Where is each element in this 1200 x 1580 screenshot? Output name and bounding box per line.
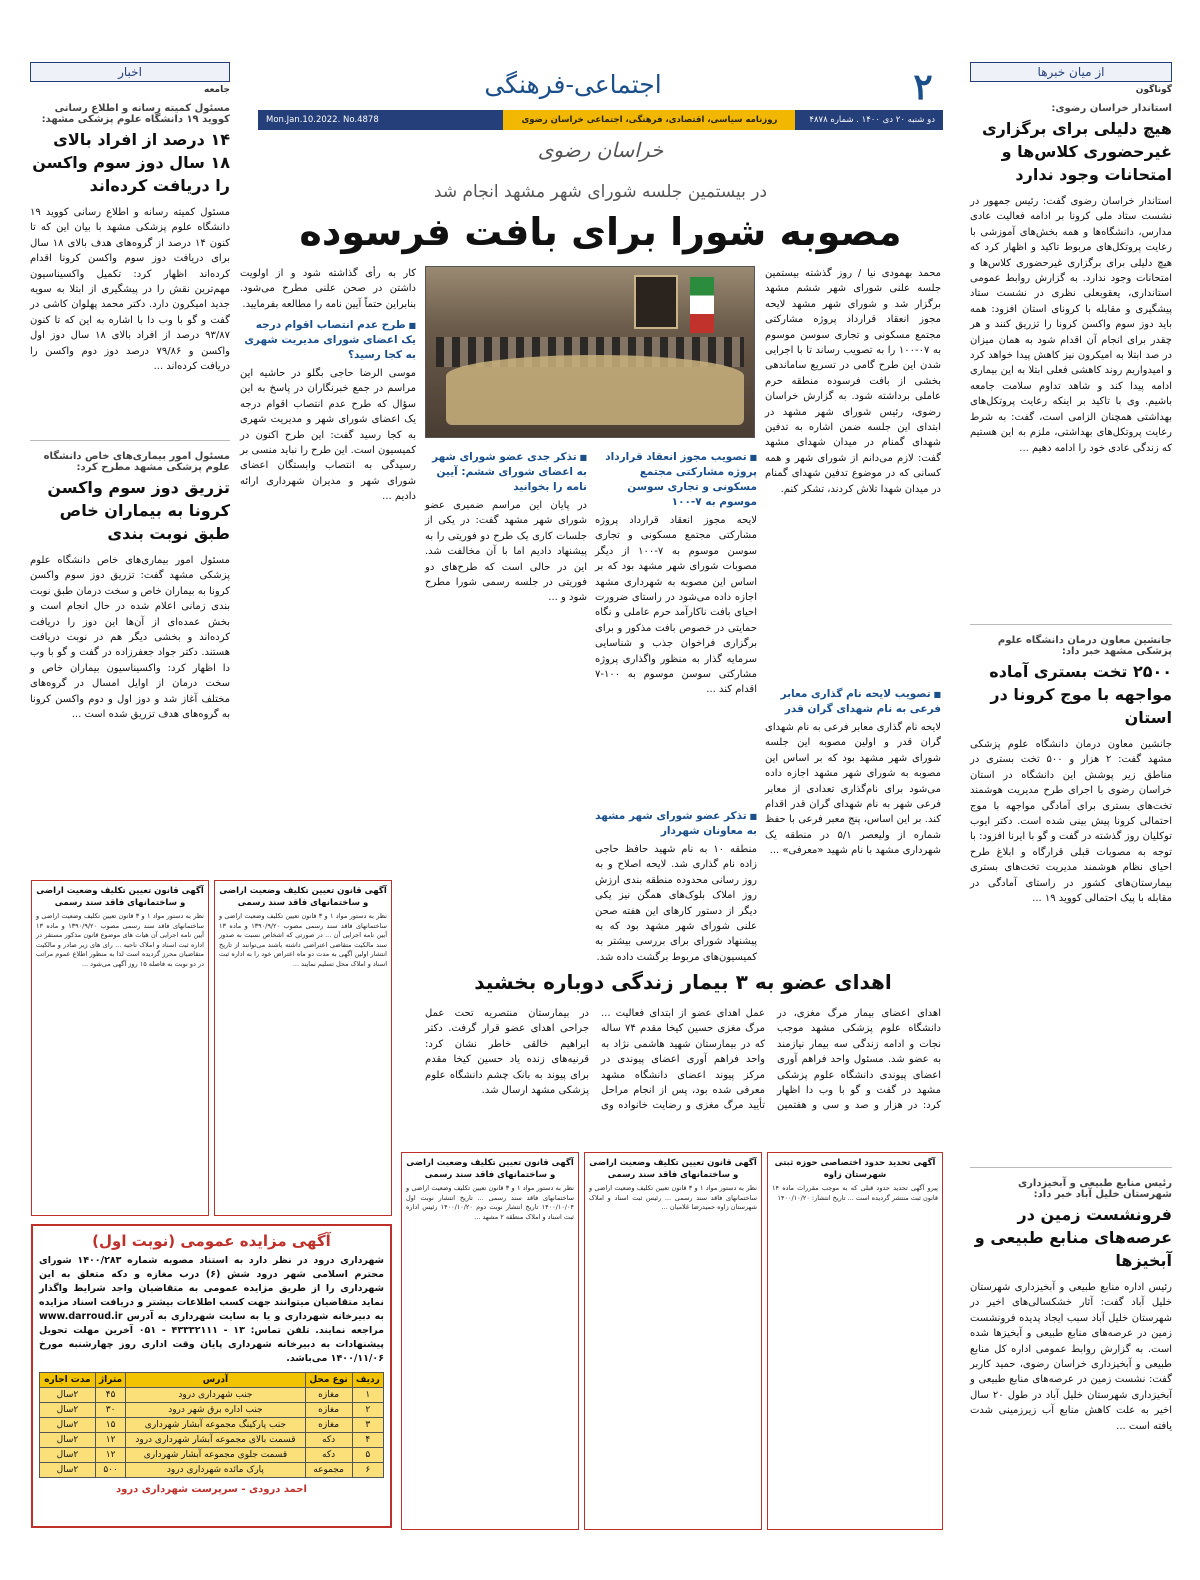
story-kicker: جانشین معاون درمان دانشگاه علوم پزشکی مشهد خبر داد: [997,635,1172,657]
story-body: مسئول کمیته رسانه و اطلاع رسانی کووید ۱۹ دانشگاه علوم پزشکی مشهد با بیان این که تا کنون ۱۴ درصد از گروه‌های هدف بالای ۱۸ سال برای دریافت دوز سوم واکسن کرونا اقدام کرده‌اند اظهار کرد: تکمیل واکسیناسیون مهم‌ترین نقش را در پیشگیری از ابتلا به سویه جدید امیکرون دارد. دکتر محمد پهلوان کاشی در گفت و گو با وب دا با اشاره به این که تا کنون ۹۳/۸۷ درصد از افراد بالای ۱۸ سال دوز اول واکسن و ۷۹/۸۶ درصد دوز دوم واکسن را دریافت کرده‌اند ... [30,207,231,373]
ad-body: نظر به دستور مواد ۱ و ۳ قانون تعیین تکلیف وضعیت اراضی و ساختمانهای فاقد سند رسمی مصوب ۱۳۹۰/۹/۲۰ و ماده ۱۳ آیین نامه اجرایی آن هیات های موضوع قانون مذکور مستقر در اداره ثبت اسناد و املاک ناحیه ... رای های زیر صادر و مالکیت متقاضیان محرز گردیده است لذا به منظور اطلاع عموم مراتب در دو نوبت به فاصله ۱۵ روز آگهی می‌شود ... [36,912,204,968]
story-body: جانشین معاون درمان دانشگاه علوم پزشکی مشهد گفت: ۲ هزار و ۵۰۰ تخت بستری در مناطق زیر پوشش این دانشگاه در استان خراسان رضوی با اجرای طرح مدیریت هوشمند تخت‌های بستری برای آمادگی مواجهه با موج احتمالی کرونا پیش بینی شده است. دکتر ایوب توکلیان روز گذشته در گفت و گو با ایرنا افزود: با توجه به مصوبات قبلی قرارگاه و ابلاغ طرح احیای نظام هوشمند مدیریت تخت‌های بستری بیمارستان‌های کشور در راستای آمادگی در مقابله با پیک احتمالی کووید ۱۹ ... [970,739,1172,905]
table-cell: ۱۲ [95,1433,126,1448]
ad-body: پیرو آگهی تحدید حدود قبلی که به موجب مقررات ماده ۱۴ قانون ثبت منتشر گردیده است ... تاریخ انتشار: ۱۴۰۰/۱۰/۲۰ [772,1184,938,1202]
story-kicker: مسئول امور بیماری‌های خاص دانشگاه علوم پزشکی مشهد مطرح کرد: [43,451,230,473]
table-row [40,1388,384,1403]
ad-title: آگهی تحدید حدود اختصاصی حوزه ثبتی شهرستان زاوه [774,1158,936,1180]
main-story-col-1 [765,266,941,956]
table-cell: ۲ [352,1403,383,1418]
divider [970,1167,1172,1168]
story-body: استاندار خراسان رضوی گفت: رئیس جمهور در نشست ستاد ملی کرونا بر ادامه فعالیت عادی مدارس، دانشگاه‌ها و همه بخش‌های آموزشی با رعایت پروتکل‌های مربوط تاکید و اظهار کرد که هیچ دلیلی برای برگزاری غیرحضوری کلاس‌ها و امتحانات وجود ندارد. به گزارش روابط عمومی استانداری، یعقوبعلی نظری در نشست ستاد پیشگیری و مقابله با کرونای استان افزود: همه باید دوز سوم واکسن کرونا را تزریق کنند و هر چقدر برای انجام آن اقدام شود به همان میزان در صد ابتلا به امیکرون نیز کاهش پیدا خواهد کرد و امیدواریم روند کاهشی فعلی ابتلا به این بیماری ادامه پیدا کند و شاهد تداوم سلامت جامعه باشیم. وی با تاکید بر اینکه رعایت پروتکل‌های بهداشتی همچنان الزامی است، گفت: به شرط رعایت پروتکل‌های بهداشتی، ملزم به این هستیم که زندگی عادی خود را ادامه دهیم ... [970,196,1172,454]
table-cell: ۵۰۰ [95,1463,126,1478]
meeting-table [446,355,744,425]
story-headline: فرونشست زمین در عرصه‌های منابع طبیعی و آبخیزها [974,1205,1172,1270]
ad-title: آگهی قانون تعیین تکلیف وضعیت اراضی و ساختمانهای فاقد سند رسمی [589,1158,757,1180]
newspaper-logo: خراسان رضوی [537,138,664,162]
story-body: کار به رأی گذاشته شود و از اولویت داشتن در صحن علنی مطرح می‌شود. بنابراین حتماً آیین نامه را مطالعه بفرمایید. [240,268,416,310]
table-cell: ۱ [352,1388,383,1403]
story-kicker: استاندار خراسان رضوی: [1051,103,1172,114]
ad-body: نظر به دستور مواد ۱ و ۳ قانون تعیین تکلیف وضعیت اراضی و ساختمانهای فاقد سند رسمی ... تاریخ انتشار نوبت اول ۱۴۰۰/۱۰/۰۴ تاریخ انتشار نوبت دوم ۱۴۰۰/۱۰/۲۰ رئیس اداره ثبت اسناد و املاک منطقه ۲ مشهد ... [406,1184,574,1221]
right-column [970,62,1172,1532]
table-cell: ۲سال [40,1433,96,1448]
table-row [40,1433,384,1448]
ad-title: آگهی قانون تعیین تکلیف وضعیت اراضی و ساختمانهای فاقد سند رسمی [36,886,204,908]
left-sub-label: جامعه [204,85,230,95]
table-cell: مجموعه [305,1463,352,1478]
main-story-col-4 [240,266,416,876]
table-cell: ۴ [352,1433,383,1448]
table-cell: ۳ [352,1418,383,1433]
table-cell: ۲سال [40,1418,96,1433]
auction-table [39,1372,384,1478]
table-cell: مغازه [305,1388,352,1403]
story-body: لایحه مجوز انعقاد قرارداد پروژه مشارکتی مجتمع مسکونی و تجاری سوسن موسوم به ۷-۱۰۰ از دیگر مصوبات شورای شهر مشهد بود که بر اساس این مصوبه به شهرداری مشهد اجازه داده می‌شود در راستای ضرورت احیای بافت ناکارآمد حرم عاملی و نگاه حمایتی در خصوص بافت مذکور و برای برگزاری فراخوان جذب و شناسایی سرمایه گذار به منظور واگذاری پروژه مشارکتی سوسن موسوم به ۱۰۰-۷ اقدام کند ... [595,515,757,696]
table-header: مدت اجاره [40,1373,96,1388]
table-row [40,1448,384,1463]
main-story-col-3 [425,444,587,956]
table-cell: پارک مائده شهرداری درود [126,1463,305,1478]
english-date: Mon.Jan.10.2022. No.4878 [266,115,379,125]
story-body: منطقه ۱۰ به نام شهید حافظ حاجی زاده نام گذاری شد. لایحه اصلاح و به روز رسانی محدوده منطقه بندی ارزش روز املاک بلوک‌های همگن نیز یکی دیگر از دستور کارهای این هفته صحن علنی شورای شهر مشهد بود که به پیشنهاد شورای برای بررسی بیشتر به کمیسیون‌های مربوط برگشت داده شد. [595,844,757,963]
ad-body: نظر به دستور مواد ۱ و ۳ قانون تعیین تکلیف وضعیت اراضی و ساختمانهای فاقد سند رسمی ... رئیس ثبت اسناد و املاک شهرستان زاوه حمیدرضا غلامیان ... [589,1184,757,1211]
auction-ad [31,1224,392,1528]
table-cell: جنب شهرداری درود [126,1388,305,1403]
table-cell: قسمت جلوی مجموعه آبشار شهرداری [126,1448,305,1463]
masthead-bar [258,110,943,130]
story-subhead: ■ تذکر عضو شورای شهر مشهد به معاونان شهردار [595,809,757,839]
table-cell: جنب اداره برق شهر درود [126,1403,305,1418]
table-cell: ۱۲ [95,1448,126,1463]
legal-ad [584,1152,762,1530]
table-header: ردیف [352,1373,383,1388]
table-cell: ۲سال [40,1448,96,1463]
table-cell: مغازه [305,1418,352,1433]
story-kicker: مسئول کمیته رسانه و اطلاع رسانی کووید ۱۹ دانشگاه علوم پزشکی مشهد: [41,103,230,125]
story-body: موسی الرضا حاجی بگلو در حاشیه این مراسم در جمع خبرنگاران در پاسخ به این سؤال که طرح عدم انتصاب اقوام درجه یک اعضای شورای شهر و مدیریت شهری به کجا رسید گفت: این طرح اکنون در کمیسیون است. این طرح را نباید منسی بر رسیدگی به انتصاب وابستگان اعضای شورای شهر و مدیران شهرداری ارائه دادیم ... [240,368,416,503]
council-meeting-photo [425,266,755,438]
table-row [40,1418,384,1433]
table-cell: ۲سال [40,1463,96,1478]
legal-ad [767,1152,943,1530]
table-cell: ۴۵ [95,1388,126,1403]
left-section-label: اخبار [30,62,230,82]
ad-title: آگهی قانون تعیین تکلیف وضعیت اراضی و ساختمانهای فاقد سند رسمی [219,886,387,908]
section-title: اجتماعی-فرهنگی [484,70,662,99]
organ-donation-body [425,1006,941,1142]
ad-title: آگهی قانون تعیین تکلیف وضعیت اراضی و ساختمانهای فاقد سند رسمی [406,1158,574,1180]
table-cell: جنب پارکینگ مجموعه آبشار شهرداری [126,1418,305,1433]
story-body: اهدای اعضای بیمار مرگ مغزی، در دانشگاه علوم پزشکی مشهد موجب نجات و ادامه زندگی سه بیمار نیازمند به عضو شد. مسئول واحد فراهم آوری اعضای پیوندی دانشگاه علوم پزشکی مشهد در گفت و گو با وب دا اظهار کرد: در هزار و صد و سی و هفتمین عمل اهدای عضو از ابتدای فعالیت ... مرگ مغزی حسین کیخا مقدم ۷۴ ساله که در بیمارستان شهید هاشمی نژاد به واحد فراهم آوری اعضای پیوندی در مرکز پیوند اعضای دانشگاه مشهد معرفی شده بود، پس از انجام مراحل تأیید مرگ مغزی و رضایت خانواده وی در بیمارستان منتصریه تحت عمل جراحی اهدای عضو قرار گرفت. دکتر ابراهیم خالقی خاطر نشان کرد: قرنیه‌های زنده یاد حسین کیخا مقدم برای پیوند به بانک چشم دانشگاه علوم پزشکی مشهد ارسال شد. [425,1008,941,1112]
story-headline: ۲۵۰۰ تخت بستری آماده مواجهه با موج کرونا در استان [989,662,1172,727]
table-cell: مغازه [305,1403,352,1418]
right-sub-label: گوناگون [1135,85,1172,95]
story-subhead: ■ تصویب مجوز انعقاد قرارداد پروژه مشارکتی مجتمع مسکونی و تجاری سوسن موسوم به ۷-۱۰۰ [595,450,757,510]
table-cell: ۲سال [40,1403,96,1418]
divider [30,440,230,441]
main-story-col-2 [595,444,757,963]
legal-ad [31,880,209,1216]
story-body: رئیس اداره منابع طبیعی و آبخیزداری شهرستان خلیل آباد گفت: آثار خشکسالی‌های اخیر در شهرستان خلیل آباد سبب ایجاد پدیده فرونشست زمین در عرصه‌های منابع طبیعی و آبخیزها شده است. به گزارش روابط عمومی اداره کل منابع طبیعی و آبخیزداری خراسان رضوی، حمید کاربر گفت: نشست زمین در عرصه‌های منابع طبیعی و آبخیزداری شهرستان خلیل آباد در طول ۲۰ سال اخیر به علت کاهش منابع آب زیرزمینی شدت یافته است ... [970,1282,1173,1432]
table-header: متراژ [95,1373,126,1388]
ad-body: نظر به دستور مواد ۱ و ۳ قانون تعیین تکلیف وضعیت اراضی و ساختمانهای فاقد سند رسمی مصوب ۱۳۹۰/۹/۲۰ و ماده ۱۳ آیین نامه اجرایی آن ... در صورتی که اشخاص نسبت به صدور سند مالکیت متقاضی اعتراضی داشته باشند می‌توانند از تاریخ انتشار اولین آگهی به مدت دو ماه اعتراض خود را به اداره ثبت اسناد و املاک محل تسلیم نمایند ... [219,912,387,968]
table-cell: ۱۵ [95,1418,126,1433]
table-cell: قسمت بالای مجموعه آبشار شهرداری درود [126,1433,305,1448]
left-column [30,62,230,872]
table-row [40,1403,384,1418]
table-cell: ۲سال [40,1388,96,1403]
table-cell: ۶ [352,1463,383,1478]
table-cell: ۵ [352,1448,383,1463]
auction-body: شهرداری درود در نظر دارد به استناد مصوبه شماره ۱۴۰۰/۲۸۳ شورای محترم اسلامی شهر درود شش (۶) درب مغازه و دکه متعلق به این شهرداری را از طریق مزایده عمومی به متقاضیان واجد شرایط واگذار نماید متقاضیان میتوانند جهت کسب اطلاعات بیشتر و دریافت اسناد مزایده به دبیرخانه شهرداری و یا به سایت شهرداری به آدرس www.darroud.ir مراجعه نمایند. تلفن تماس: ۱۳ - ۴۳۳۳۲۱۱۱ - ۰۵۱ آخرین مهلت تحویل پیشنهادات به دبیرخانه شهرداری پایان وقت اداری روز چهارشنبه مورخ ۱۴۰۰/۱۱/۰۶ می‌باشد. [39,1255,384,1364]
story-headline: ۱۴ درصد از افراد بالای ۱۸ سال دوز سوم واکسن را دریافت کرده‌اند [32,130,230,195]
story-subhead: ■ طرح عدم انتصاب اقوام درجه یک اعضای شورای مدیریت شهری به کجا رسید؟ [240,318,416,363]
story-headline: هیچ دلیلی برای برگزاری غیرحضوری کلاس‌ها و امتحانات وجود ندارد [981,119,1172,184]
legal-ad [214,880,392,1216]
super-headline: در بیستمین جلسه شورای شهر مشهد انجام شد [433,182,768,202]
main-headline: مصوبه شورا برای بافت فرسوده [299,210,902,254]
story-kicker: رئیس منابع طبیعی و آبخیزداری شهرستان خلیل آباد خبر داد: [1017,1178,1172,1200]
organ-donation-headline: اهدای عضو به ۳ بیمار زندگی دوباره بخشید [474,970,892,994]
flag [690,277,714,333]
right-section-label: از میان خبرها [970,62,1172,82]
auction-title: آگهی مزایده عمومی (نوبت اول) [92,1232,331,1250]
table-header: نوع محل [305,1373,352,1388]
page-number: ۲ [913,66,933,108]
masthead [258,60,943,180]
story-body: محمد بهمودی نیا / روز گذشته بیستمین جلسه علنی شورای شهر ششم مشهد برگزار شد و شورای شهر مشهد لایحه مجوز انعقاد قرارداد پروژه مشارکتی مجتمع مسکونی و تجاری سوسن موسوم به ۰۷-۱۰۰ را به تصویب رساند تا با اجرایی شدن این طرح گامی در تسریع ساماندهی بخشی از بافت فرسوده منطقه حرم عاملی برداشته شود. به گزارش خراسان رضوی، رئیس شورای شهر مشهد در ابتدای این جلسه ضمن اشاره به تدفین شهدای گمنام در میدان شهدای مشهد گفت: لازم می‌دانم از شورای شهر و همه کسانی که در موضوع تدفین شهدای گمنام در میدان شهدا تلاش کردند، تشکر کنم. [765,268,941,495]
story-subhead: ■ تذکر جدی عضو شورای شهر به اعضای شورای ششم: آیین نامه را بخوانید [425,450,587,495]
table-cell: دکه [305,1433,352,1448]
portrait-frame [634,275,678,329]
issue-date: دو شنبه ۲۰ دی ۱۴۰۰ . شماره ۴۸۷۸ [809,115,935,125]
story-subhead: ■ تصویب لایحه نام گذاری معابر فرعی به نام شهدای گران قدر [765,687,941,717]
legal-ad [401,1152,579,1530]
story-body: مسئول امور بیماری‌های خاص دانشگاه علوم پزشکی مشهد گفت: تزریق دوز سوم واکسن کرونا به بیماران خاص و سخت درمان طبق نوبت بندی زمانی اعلام شده در حال انجام است و بخش عمده‌ای از آن‌ها این دوز را دریافت کرده‌اند و بخشی دیگر هم در نوبت دریافت هستند. دکتر جواد جعفرزاده در گفت و گو با وب دا اظهار کرد: واکسیناسیون بیماران خاص و سخت درمان از اوایل امسال در گروه‌های مختلف آغاز شد و دوز اول و دوم واکسن کرونا به گروه‌های هدف تزریق شده است ... [30,555,230,721]
table-cell: دکه [305,1448,352,1463]
story-body: در پایان این مراسم ضمیری عضو شورای شهر مشهد گفت: در یکی از جلسات کاری یک طرح دو فوریتی را به پیشنهاد دادیم اما با آن مخالفت شد. این در حالی است که طرح‌های دو فوریتی در جلسه رسمی شورا مطرح شود و ... [425,500,587,604]
table-header: آدرس [126,1373,305,1388]
story-headline: تزریق دوز سوم واکسن کرونا به بیماران خاص طبق نوبت بندی [47,478,230,543]
auction-signature: احمد درودی - سرپرست شهرداری درود [116,1484,307,1495]
story-body: لایحه نام گذاری معابر فرعی به نام شهدای گران قدر و اولین مصوبه این جلسه شورای شهر مشهد بود که بر اساس این مصوبه به شورای شهر مشهد اجازه داده می‌شود برای نام‌گذاری تعدادی از معابر فرعی شهر به نام شهدای گران قدر اقدام کند. بر این اساس، پنج معبر فرعی با حفظ شماره از ولیعصر ۵/۱ در منطقه یک شهرداری مشهد با نام شهید «معرفی» ... [765,722,941,857]
divider [970,624,1172,625]
tagline: روزنامه سیاسی، اقتصادی، فرهنگی، اجتماعی خراسان رضوی [503,110,795,130]
table-row [40,1463,384,1478]
table-cell: ۳۰ [95,1403,126,1418]
